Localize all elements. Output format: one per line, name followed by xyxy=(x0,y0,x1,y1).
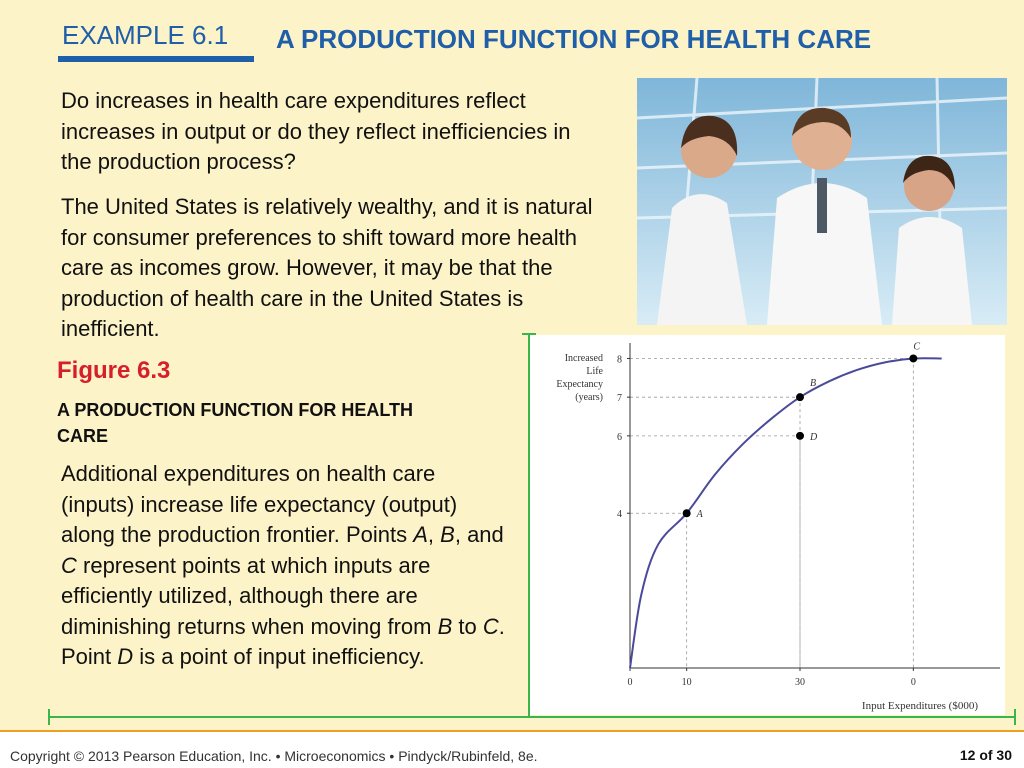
figure-caption xyxy=(61,459,511,673)
x-tick-label: 30 xyxy=(795,677,805,688)
point-label-a: A xyxy=(696,509,703,521)
figure-label: Figure 6.3 xyxy=(57,357,171,384)
slide-title: A PRODUCTION FUNCTION FOR HEALTH CARE xyxy=(276,24,872,54)
example-underline xyxy=(58,56,254,62)
caption-text: . xyxy=(498,613,505,639)
y-axis-label-line: (years) xyxy=(575,392,603,403)
x-tick-label: 0 xyxy=(627,677,633,688)
point-a xyxy=(683,509,691,517)
example-label: EXAMPLE 6.1 xyxy=(62,20,229,50)
x-ticks xyxy=(628,668,916,688)
caption-point-c: C xyxy=(482,613,499,639)
intro-body: The United States is relatively wealthy, and it is natural for consumer preferences to shift toward more health care as incomes grow. However, it may be that the production of health care in the United States is inefficient. xyxy=(61,194,593,341)
doctors-photo xyxy=(637,78,1007,325)
caption-text: represent points at which inputs are efficiently utilized, although there are diminishing returns when moving from xyxy=(61,552,438,639)
guide-lines xyxy=(630,358,913,668)
x-axis-label: Input Expenditures ($000) xyxy=(861,700,978,712)
footer-copyright: Copyright © 2013 Pearson Education, Inc. • Microeconomics • Pindyck/Rubinfeld, 8e. xyxy=(10,748,538,764)
caption-text: , xyxy=(427,522,441,547)
caption-text: to xyxy=(452,613,483,639)
y-axis-label xyxy=(556,353,603,403)
caption-point-c: C xyxy=(61,552,77,578)
y-axis-label-line: Increased xyxy=(564,353,603,364)
chart-svg xyxy=(530,335,1005,715)
y-tick-label: 8 xyxy=(617,354,622,366)
doctors-photo-illustration xyxy=(637,78,1007,325)
production-function-chart xyxy=(530,335,1005,715)
caption-point-b: B xyxy=(440,522,455,547)
y-axis-label-line: Life xyxy=(586,366,603,377)
bracket-left-tick xyxy=(48,709,50,725)
caption-point-d: D xyxy=(117,644,134,669)
point-b xyxy=(796,393,804,401)
production-frontier-curve xyxy=(630,358,942,668)
x-tick-label: 10 xyxy=(681,677,692,688)
bracket-horizontal xyxy=(48,716,1016,718)
caption-point-a: A xyxy=(413,522,428,547)
x-tick-label: 0 xyxy=(910,677,916,688)
intro-question: Do increases in health care expenditures reflect increases in output or do they reflect inefficiencies in the production process? xyxy=(61,88,571,174)
figure-title: A PRODUCTION FUNCTION FOR HEALTH CARE xyxy=(57,400,413,446)
caption-text: Additional expenditures on health care (inputs) increase life expectancy (output) along the production frontier. Points xyxy=(61,461,458,547)
y-tick-label: 4 xyxy=(617,509,622,521)
caption-text: Point xyxy=(61,644,118,669)
point-label-d: D xyxy=(810,431,818,443)
data-points xyxy=(683,341,921,520)
point-label-c: C xyxy=(913,341,921,353)
bracket-top-tick xyxy=(522,333,536,335)
point-d xyxy=(796,432,804,440)
point-c xyxy=(909,354,917,362)
bracket-vertical xyxy=(528,333,530,718)
point-label-b: B xyxy=(810,378,817,390)
caption-text: , and xyxy=(454,522,504,547)
caption-point-b: B xyxy=(437,613,453,639)
y-tick-label: 7 xyxy=(617,393,622,405)
y-axis-label-line: Expectancy xyxy=(556,379,603,390)
page-counter: 12 of 30 xyxy=(959,747,1012,763)
y-ticks xyxy=(617,354,630,520)
y-tick-label: 6 xyxy=(617,431,622,443)
bracket-right-tick xyxy=(1014,709,1016,725)
caption-text: is a point of input inefficiency. xyxy=(133,644,425,669)
